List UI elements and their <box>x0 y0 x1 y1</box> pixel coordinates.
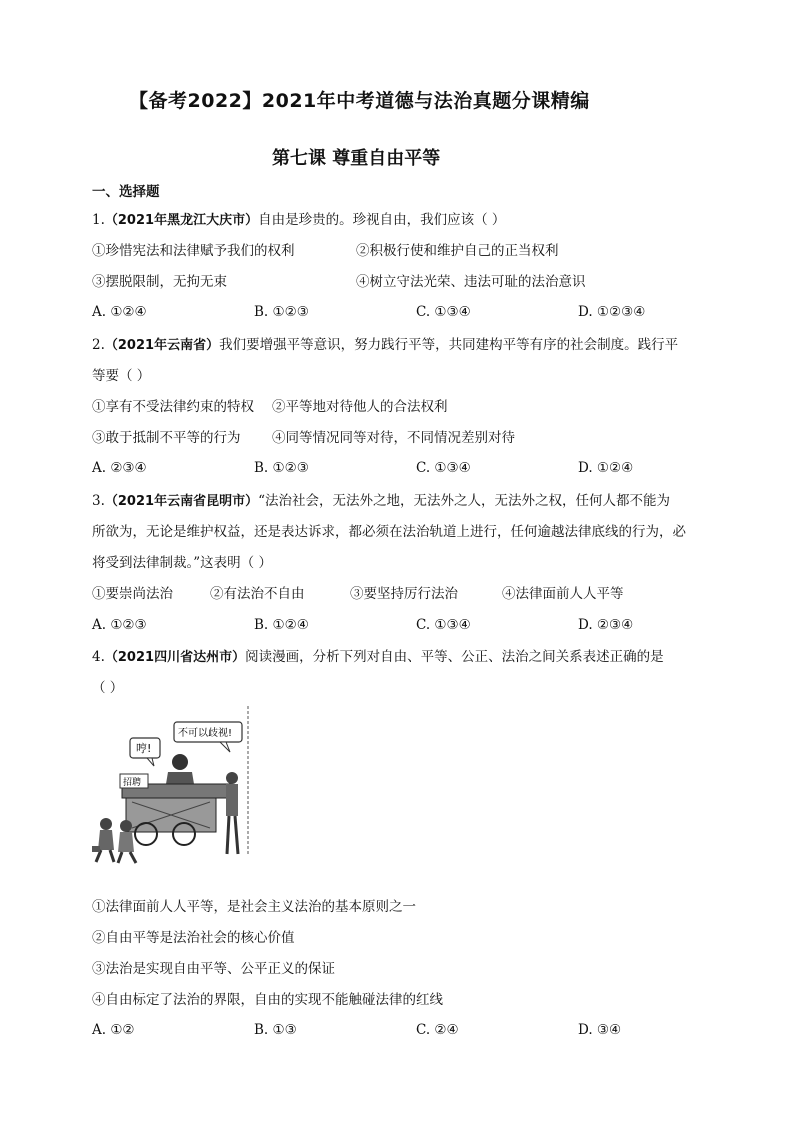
statement: ④自由标定了法治的界限，自由的实现不能触碰法律的红线 <box>92 992 443 1008</box>
question-3-stem <box>92 492 670 511</box>
question-text: 所欲为，无论是维护权益，还是表达诉求，都必须在法治轨道上进行，任何逾越法律底线的行为，必 <box>92 524 686 540</box>
statement: ④法律面前人人平等 <box>502 586 624 602</box>
question-number: 3. <box>92 493 105 509</box>
page-title: 【备考2022】2021年中考道德与法治真题分课精编 <box>129 90 590 112</box>
statement: ③摆脱限制，无拘无束 <box>92 274 227 290</box>
question-4-stem <box>92 648 664 667</box>
question-text: 将受到法律制裁。”这表明（ ） <box>92 555 272 571</box>
option-b: B. ①②④ <box>254 617 309 633</box>
cartoon-drawing <box>92 706 252 864</box>
option-a: A. ①②④ <box>92 304 147 320</box>
question-text: 自由是珍贵的。珍视自由，我们应该（ ） <box>258 212 506 228</box>
option-c: C. ②④ <box>416 1022 459 1038</box>
sign-text: 招聘 <box>123 778 142 788</box>
question-number: 4. <box>92 649 105 665</box>
option-b: B. ①②③ <box>254 460 309 476</box>
cartoon-illustration <box>92 706 252 864</box>
statement: ②自由平等是法治社会的核心价值 <box>92 930 295 946</box>
option-a: A. ①②③ <box>92 617 147 633</box>
statement: ②平等地对待他人的合法权利 <box>272 399 448 415</box>
question-text: （ ） <box>92 680 124 696</box>
statement: ④树立守法光荣、违法可耻的法治意识 <box>356 274 586 290</box>
question-text: “法治社会，无法外之地，无法外之人，无法外之权，任何人都不能为 <box>258 493 670 509</box>
question-number: 1. <box>92 212 105 228</box>
statement: ③敢于抵制不平等的行为 <box>92 430 241 446</box>
question-source: （2021四川省达州市） <box>104 650 246 665</box>
option-b: B. ①③ <box>254 1022 297 1038</box>
option-c: C. ①③④ <box>416 460 471 476</box>
option-b: B. ①②③ <box>254 304 309 320</box>
question-source: （2021年黑龙江大庆市） <box>104 213 259 228</box>
question-text: 我们要增强平等意识，努力践行平等，共同建构平等有序的社会制度。践行平 <box>219 337 679 353</box>
option-d: D. ②③④ <box>578 617 634 633</box>
statement: ②积极行使和维护自己的正当权利 <box>356 243 559 259</box>
statement: ③法治是实现自由平等、公平正义的保证 <box>92 961 335 977</box>
statement: ①珍惜宪法和法律赋予我们的权利 <box>92 243 295 259</box>
option-d: D. ①②③④ <box>578 304 646 320</box>
question-1-stem <box>92 211 505 230</box>
bubble-left-text: 哼! <box>136 742 152 755</box>
question-source: （2021年云南省） <box>104 338 220 353</box>
statement: ①要崇尚法治 <box>92 586 173 602</box>
section-heading: 一、选择题 <box>92 184 160 200</box>
statement: ①享有不受法律约束的特权 <box>92 399 254 415</box>
question-number: 2. <box>92 337 105 353</box>
question-2-stem <box>92 336 678 355</box>
statement: ①法律面前人人平等，是社会主义法治的基本原则之一 <box>92 899 416 915</box>
option-a: A. ②③④ <box>92 460 147 476</box>
bubble-right-text: 不可以歧视! <box>178 728 233 739</box>
option-c: C. ①③④ <box>416 617 471 633</box>
statement: ②有法治不自由 <box>210 586 305 602</box>
question-text: 阅读漫画，分析下列对自由、平等、公正、法治之间关系表述正确的是 <box>245 649 664 665</box>
option-a: A. ①② <box>92 1022 135 1038</box>
question-text: 等要（ ） <box>92 368 151 384</box>
option-c: C. ①③④ <box>416 304 471 320</box>
statement: ④同等情况同等对待，不同情况差别对待 <box>272 430 515 446</box>
question-source: （2021年云南省昆明市） <box>104 494 259 509</box>
lesson-subtitle: 第七课 尊重自由平等 <box>272 148 441 169</box>
option-d: D. ①②④ <box>578 460 634 476</box>
statement: ③要坚持厉行法治 <box>350 586 458 602</box>
option-d: D. ③④ <box>578 1022 622 1038</box>
